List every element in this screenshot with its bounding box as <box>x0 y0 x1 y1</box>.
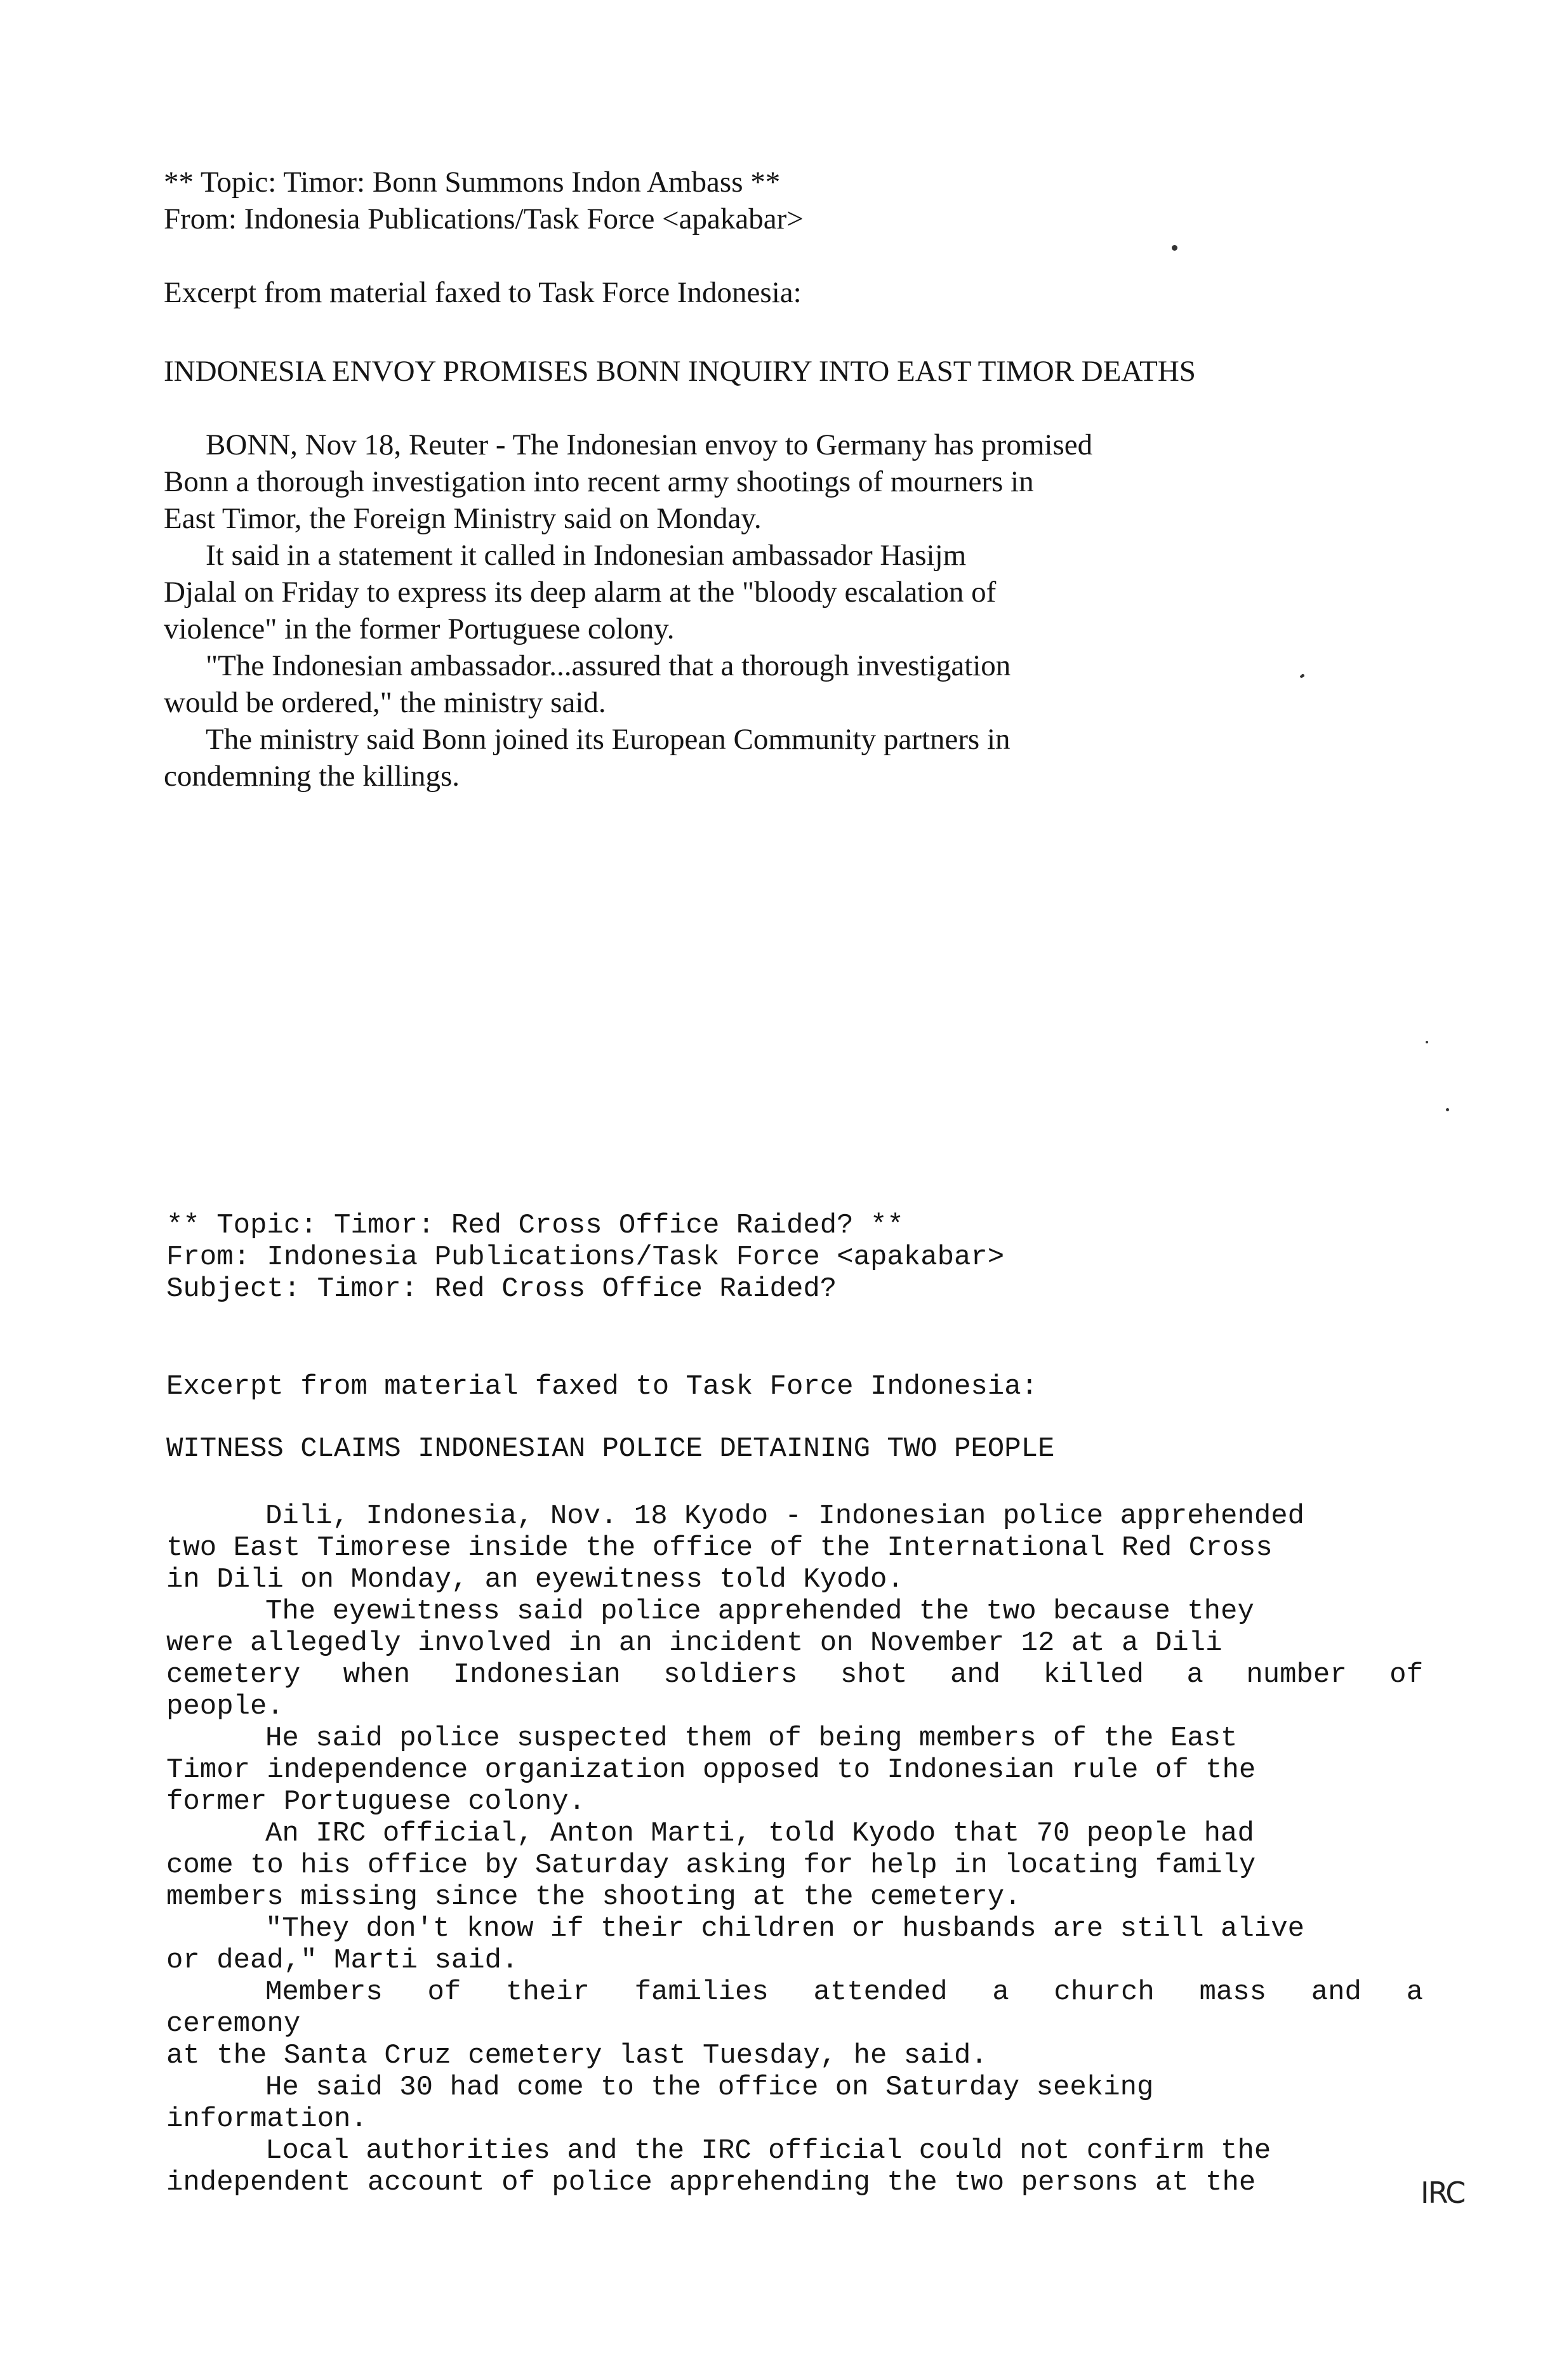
article-2-line: cemetery when Indonesian soldiers shot and killed a number of <box>166 1659 1423 1691</box>
article-2-header <box>166 1210 1436 1305</box>
scan-speck <box>1426 1041 1428 1043</box>
article-2-topic: ** Topic: Timor: Red Cross Office Raided? ** <box>166 1210 904 1241</box>
article-1-excerpt-note: Excerpt from material faxed to Task Force Indonesia: <box>164 276 802 309</box>
article-2-line: or dead," Marti said. <box>166 1945 519 1976</box>
article-1-line: condemning the killings. <box>164 760 460 793</box>
article-2-line: in Dili on Monday, an eyewitness told Kyodo. <box>166 1564 904 1596</box>
article-2-line: The eyewitness said police apprehended the two because they <box>265 1596 1254 1627</box>
article-2-line: ceremony <box>166 2008 301 2040</box>
scan-speck <box>1446 1108 1449 1111</box>
article-1-header <box>164 164 1370 237</box>
scan-speck <box>1301 674 1304 677</box>
article-2-line: were allegedly involved in an incident on November 12 at a Dili <box>166 1627 1223 1659</box>
article-2-subject: Subject: Timor: Red Cross Office Raided? <box>166 1273 837 1305</box>
article-2-line: two East Timorese inside the office of the International Red Cross <box>166 1532 1273 1564</box>
article-2-excerpt-note: Excerpt from material faxed to Task Force Indonesia: <box>166 1371 1038 1403</box>
article-2-line: members missing since the shooting at the cemetery. <box>166 1881 1021 1913</box>
article-2-line: An IRC official, Anton Marti, told Kyodo that 70 people had <box>265 1818 1254 1849</box>
article-2-line: He said police suspected them of being members of the East <box>265 1722 1238 1754</box>
article-1-line: Bonn a thorough investigation into recent army shootings of mourners in <box>164 465 1034 498</box>
article-2-from: From: Indonesia Publications/Task Force <apakabar> <box>166 1241 1005 1273</box>
margin-handwritten-note: IRC <box>1421 2176 1465 2210</box>
article-2-line: Members of their families attended a church mass and a <box>265 1976 1423 2008</box>
article-2-line: former Portuguese colony. <box>166 1786 586 1818</box>
article-2-line: at the Santa Cruz cemetery last Tuesday, he said. <box>166 2040 988 2072</box>
scan-speck <box>1172 245 1177 251</box>
article-2-line: Timor independence organization opposed to Indonesian rule of the <box>166 1754 1256 1786</box>
article-2-line: come to his office by Saturday asking for help in locating family <box>166 1849 1256 1881</box>
article-2-line: independent account of police apprehending the two persons at the <box>166 2167 1256 2198</box>
article-1-topic: ** Topic: Timor: Bonn Summons Indon Ambass ** <box>164 166 781 199</box>
article-2-line: He said 30 had come to the office on Saturday seeking <box>265 2072 1154 2103</box>
article-2-line: people. <box>166 1691 284 1722</box>
article-1-line: BONN, Nov 18, Reuter - The Indonesian envoy to Germany has promised <box>206 428 1093 461</box>
article-1-line: would be ordered," the ministry said. <box>164 686 606 719</box>
article-2-body <box>166 1500 1436 2198</box>
article-1-line: violence" in the former Portuguese colony. <box>164 612 675 645</box>
article-1-line: "The Indonesian ambassador...assured that a thorough investigation <box>206 649 1011 682</box>
article-2-line: "They don't know if their children or husbands are still alive <box>265 1913 1305 1945</box>
article-2-line: Dili, Indonesia, Nov. 18 Kyodo - Indonesian police apprehended <box>265 1500 1305 1532</box>
article-1-line: The ministry said Bonn joined its European Community partners in <box>206 723 1011 756</box>
article-2-line: information. <box>166 2103 368 2135</box>
article-1-body <box>164 426 1370 795</box>
article-1-line: East Timor, the Foreign Ministry said on Monday. <box>164 502 762 535</box>
article-1-line: It said in a statement it called in Indonesian ambassador Hasijm <box>206 539 967 572</box>
article-1-line: Djalal on Friday to express its deep alarm at the "bloody escalation of <box>164 576 997 609</box>
article-1-from: From: Indonesia Publications/Task Force <apakabar> <box>164 202 804 235</box>
article-1-headline: INDONESIA ENVOY PROMISES BONN INQUIRY INTO EAST TIMOR DEATHS <box>164 355 1196 388</box>
article-2-headline: WITNESS CLAIMS INDONESIAN POLICE DETAINING TWO PEOPLE <box>166 1433 1055 1465</box>
article-2-line: Local authorities and the IRC official could not confirm the <box>265 2135 1271 2167</box>
